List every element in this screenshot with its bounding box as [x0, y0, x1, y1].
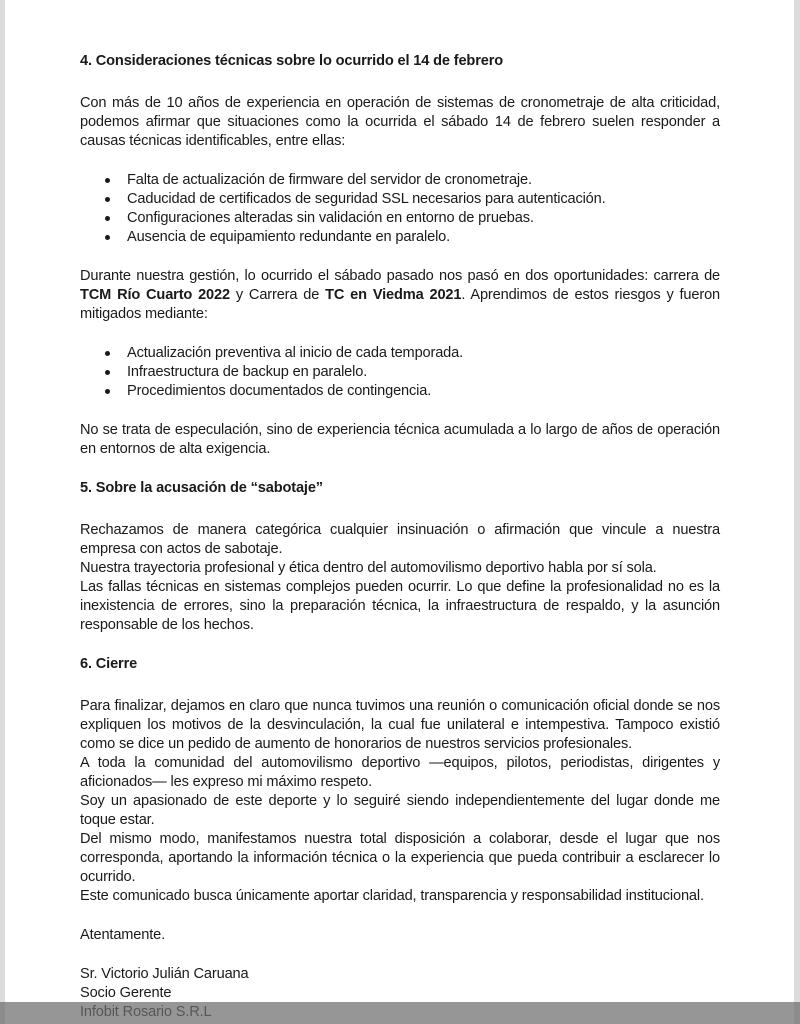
race-tc-viedma: TC en Viedma 2021 [325, 287, 462, 303]
bullet-icon [105, 178, 110, 183]
section-5-heading: 5. Sobre la acusación de “sabotaje” [80, 480, 323, 496]
list-item: Falta de actualización de firmware del servidor de cronometraje. [127, 171, 720, 190]
bullet-icon [105, 197, 110, 202]
page-edge-left [0, 0, 5, 1024]
document-page [80, 52, 720, 1022]
salutation: Atentamente. [80, 927, 166, 943]
list-item: Configuraciones alteradas sin validación en entorno de pruebas. [127, 209, 720, 228]
section-6-paragraph: Del mismo modo, manifestamos nuestra total disposición a colaborar, desde el lugar que nos corresponda, aportando la información técnica o la experiencia que pueda contribuir a esclarecer lo ocurrido. [80, 831, 720, 885]
causes-list [80, 171, 720, 247]
section-6-paragraph: Este comunicado busca únicamente aportar claridad, transparencia y responsabilidad institucional. [80, 888, 704, 904]
bullet-icon [105, 216, 110, 221]
section-6-paragraph: A toda la comunidad del automovilismo deportivo —equipos, pilotos, periodistas, dirigentes y aficionados— les expreso mi máximo respeto. [80, 755, 720, 790]
bottom-overlay-bar [0, 1002, 800, 1024]
list-item: Ausencia de equipamiento redundante en paralelo. [127, 228, 720, 247]
signer-role: Socio Gerente [80, 985, 172, 1001]
section-5-paragraph: Nuestra trayectoria profesional y ética dentro del automovilismo deportivo habla por sí sola. [80, 560, 657, 576]
section-4-intro: Con más de 10 años de experiencia en operación de sistemas de cronometraje de alta criticidad, podemos afirmar que situaciones como la ocurrida el sábado 14 de febrero suelen responder a causas técnicas identificables, entre ellas: [80, 95, 720, 149]
bullet-icon [105, 235, 110, 240]
section-4-closing: No se trata de especulación, sino de experiencia técnica acumulada a lo largo de años de operación en entornos de alta exigencia. [80, 422, 720, 457]
race-tcm-rio-cuarto: TCM Río Cuarto 2022 [80, 287, 230, 303]
section-5-paragraph: Las fallas técnicas en sistemas complejos pueden ocurrir. Lo que define la profesionalidad no es la inexistencia de errores, sino la preparación técnica, la infraestructura de respaldo, y la asunción responsable de los hechos. [80, 579, 720, 633]
section-4-heading: 4. Consideraciones técnicas sobre lo ocurrido el 14 de febrero [80, 53, 503, 69]
mitigations-list [80, 344, 720, 401]
experience-paragraph: Durante nuestra gestión, lo ocurrido el sábado pasado nos pasó en dos oportunidades: carrera de TCM Río Cuarto 2022 y Carrera de TC en Viedma 2021. Aprendimos de estos riesgos y fueron mitigados mediante: [80, 268, 720, 322]
list-item: Infraestructura de backup en paralelo. [127, 363, 720, 382]
bullet-icon [105, 351, 110, 356]
list-item: Procedimientos documentados de contingencia. [127, 382, 720, 401]
section-5-paragraph: Rechazamos de manera categórica cualquier insinuación o afirmación que vincule a nuestra empresa con actos de sabotaje. [80, 522, 720, 557]
signer-name: Sr. Victorio Julián Caruana [80, 966, 249, 982]
section-6-paragraph: Para finalizar, dejamos en claro que nunca tuvimos una reunión o comunicación oficial donde se nos expliquen los motivos de la desvinculación, la cual fue unilateral e intempestiva. Tampoco existió como se dice un pedido de aumento de honorarios de nuestros servicios profesionales. [80, 698, 720, 752]
list-item: Caducidad de certificados de seguridad SSL necesarios para autenticación. [127, 190, 720, 209]
section-6-paragraph: Soy un apasionado de este deporte y lo seguiré siendo independientemente del lugar donde me toque estar. [80, 793, 720, 828]
bullet-icon [105, 389, 110, 394]
bullet-icon [105, 370, 110, 375]
page-edge-right [794, 0, 800, 1024]
list-item: Actualización preventiva al inicio de cada temporada. [127, 344, 720, 363]
section-6-heading: 6. Cierre [80, 656, 138, 672]
